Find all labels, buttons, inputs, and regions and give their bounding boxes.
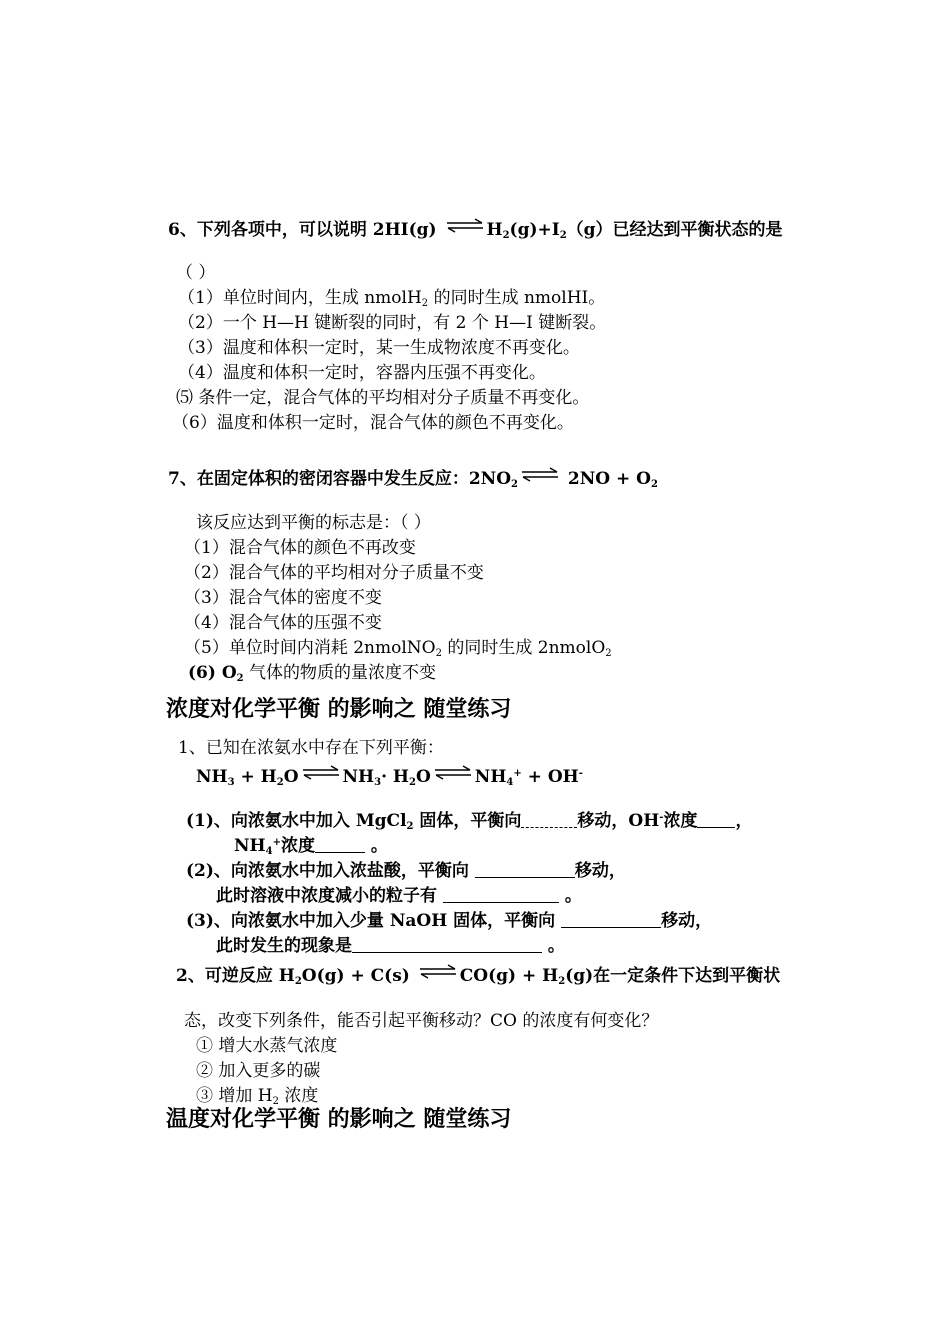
q6-option-1-text: 的同时生成 nmolHI。: [428, 288, 606, 308]
p1-eq-text: O: [283, 767, 299, 787]
p1-sub-question-3-cont: [216, 935, 565, 957]
q7-option-6: [188, 662, 436, 684]
q7-stem-text: 7、在固定体积的密闭容器中发生反应：2NO: [168, 469, 512, 489]
subscript: 2: [650, 479, 658, 490]
subscript: 2: [559, 230, 567, 241]
q7-option-5-text: （5）单位时间内消耗 2nmolNO: [184, 638, 436, 658]
q7-option-1: （1）混合气体的颜色不再改变: [184, 538, 416, 558]
q7-option-5: [184, 637, 612, 659]
q7-option-4: （4）混合气体的压强不变: [184, 613, 382, 633]
q6-option-4: （4）温度和体积一定时，容器内压强不再变化。: [178, 363, 546, 383]
q6-option-3: （3）温度和体积一定时，某一生成物浓度不再变化。: [178, 338, 580, 358]
answer-blank[interactable]: [475, 861, 575, 878]
q7-stem-text: 2NO + O: [561, 469, 651, 489]
p1-equation: [196, 764, 583, 788]
subscript: 4: [506, 777, 514, 788]
equilibrium-arrows-icon: [520, 466, 560, 482]
answer-blank[interactable]: [521, 811, 577, 828]
subscript: 4: [265, 846, 273, 857]
p1-s1-text: 移动，OH: [577, 811, 660, 831]
q6-stem: [168, 217, 783, 241]
q6-option-5: ⑸ 条件一定，混合气体的平均相对分子质量不再变化。: [176, 388, 590, 408]
superscript: -: [659, 812, 664, 823]
p1-s1-text: 浓度: [663, 811, 698, 831]
q6-option-6: （6）温度和体积一定时，混合气体的颜色不再变化。: [172, 413, 574, 433]
q6-option-1: [178, 287, 605, 309]
q7-stem: [168, 466, 658, 490]
q6-formula-left: 2HI(g): [372, 220, 443, 240]
q7-sub-stem: 该反应达到平衡的标志是：（ ）: [196, 513, 431, 533]
p2-option-2: ② 加入更多的碳: [196, 1061, 321, 1081]
subscript: 3: [374, 777, 382, 788]
section-heading-concentration: 浓度对化学平衡 的影响之 随堂练习: [166, 697, 512, 722]
equilibrium-arrows-icon: [433, 764, 473, 780]
subscript: 2: [409, 777, 416, 788]
subscript: 2: [502, 230, 510, 241]
p1-eq-text: O: [415, 767, 431, 787]
p1-sub-question-2-cont: [216, 885, 582, 907]
q7-option-6-text: (6) O: [188, 663, 237, 683]
subscript: 2: [421, 298, 429, 309]
p1-s3-text: 。: [542, 936, 565, 956]
q6-stem-text: 6、下列各项中，可以说明: [168, 220, 373, 240]
p1-s1-text: (1)、向浓氨水中加入 MgCl: [186, 811, 407, 831]
q6-option-2: （2）一个 H—H 键断裂的同时，有 2 个 H—I 键断裂。: [178, 313, 607, 333]
subscript: 2: [605, 648, 612, 659]
p1-s1-text: ，: [735, 811, 753, 831]
p1-s1-text: NH: [234, 836, 266, 856]
p1-s1-text: 浓度: [280, 836, 315, 856]
p2-stem-text: 2、可逆反应 H: [176, 966, 295, 986]
q6-bracket: （ ）: [176, 263, 216, 283]
p1-sub-question-2: [186, 860, 626, 882]
p1-sub-question-3: [186, 910, 712, 932]
p2-stem-text: (g)在一定条件下达到平衡状: [565, 966, 781, 986]
p1-s2-text: 移动，: [574, 861, 626, 881]
q6-formula-right: (g)+I: [509, 220, 560, 240]
p1-s1-text: 。: [364, 836, 388, 856]
p1-sub-question-1: [186, 810, 752, 832]
superscript: +: [272, 837, 281, 848]
subscript: 2: [294, 976, 302, 987]
p2-option-3-text: 浓度: [279, 1086, 319, 1106]
p1-eq-text: + H: [234, 767, 277, 787]
p1-eq-text: NH: [196, 767, 228, 787]
p1-s3-text: 移动，: [661, 911, 713, 931]
p1-s3-text: 此时发生的现象是: [216, 936, 352, 956]
p2-stem-text: CO(g) + H: [459, 966, 559, 986]
q7-option-6-text: 气体的物质的量浓度不变: [243, 663, 437, 683]
p1-sub-question-1-cont: [234, 835, 388, 857]
section-heading-temperature: 温度对化学平衡 的影响之 随堂练习: [166, 1107, 512, 1132]
p1-s2-text: (2)、向浓氨水中加入浓盐酸，平衡向: [186, 861, 475, 881]
p1-s1-text: 固体，平衡向: [413, 811, 522, 831]
p1-eq-text: NH: [474, 767, 507, 787]
subscript: 2: [276, 777, 284, 788]
subscript: 3: [227, 777, 235, 788]
answer-blank[interactable]: [315, 836, 365, 853]
subscript: 2: [511, 479, 518, 490]
q6-formula-right: （g）已经达到平衡状态的是: [566, 220, 783, 240]
p1-s3-text: (3)、向浓氨水中加入少量 NaOH 固体，平衡向: [186, 911, 562, 931]
equilibrium-arrows-icon: [445, 217, 485, 233]
q7-option-3: （3）混合气体的密度不变: [184, 588, 382, 608]
p1-s2-text: 此时溶液中浓度减小的粒子有: [216, 886, 443, 906]
subscript: 2: [272, 1096, 280, 1107]
subscript: 2: [406, 821, 414, 832]
p1-eq-text: + OH: [521, 767, 579, 787]
p2-option-3-text: ③ 增加 H: [196, 1086, 273, 1106]
answer-blank[interactable]: [352, 936, 542, 953]
p1-s2-text: 。: [558, 886, 582, 906]
p2-option-1: ① 增大水蒸气浓度: [196, 1036, 338, 1056]
p2-stem: [176, 963, 780, 987]
subscript: 2: [558, 976, 566, 987]
q7-option-5-text: 的同时生成 2nmolO: [441, 638, 606, 658]
equilibrium-arrows-icon: [418, 963, 458, 979]
p2-option-3: [196, 1085, 318, 1107]
subscript: 2: [435, 648, 442, 659]
p1-stem: 1、已知在浓氨水中存在下列平衡：: [178, 738, 444, 758]
p2-stem-text: O(g) + C(s): [301, 966, 416, 986]
answer-blank[interactable]: [561, 911, 661, 928]
p1-eq-text: · H: [381, 767, 409, 787]
subscript: 2: [236, 673, 244, 684]
q6-option-1-text: （1）单位时间内，生成 nmolH: [178, 288, 422, 308]
answer-blank[interactable]: [443, 886, 559, 903]
q7-option-2: （2）混合气体的平均相对分子质量不变: [184, 563, 484, 583]
q6-formula-right: H: [486, 220, 503, 240]
equilibrium-arrows-icon: [301, 764, 341, 780]
superscript: +: [513, 768, 522, 779]
answer-blank[interactable]: [697, 811, 735, 828]
p1-eq-text: NH: [342, 767, 375, 787]
p2-stem-cont: 态，改变下列条件，能否引起平衡移动？CO 的浓度有何变化？: [184, 1011, 659, 1031]
superscript: -: [578, 768, 583, 779]
